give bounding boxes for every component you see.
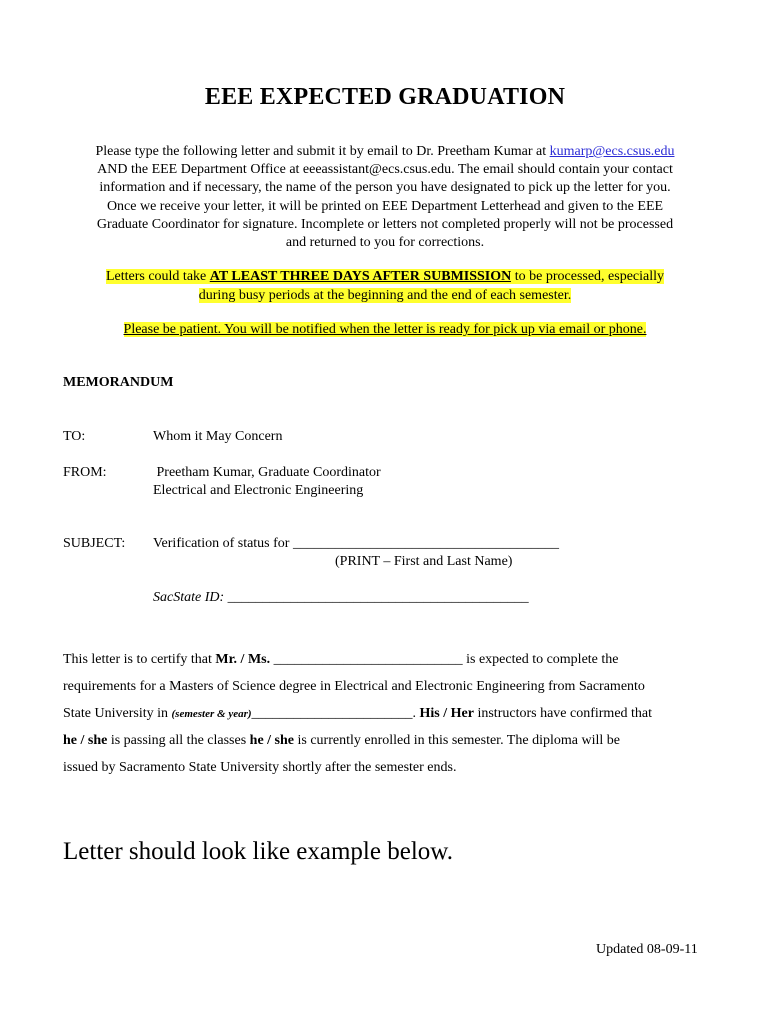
body-line-4-bold-2: he / she [249,733,294,748]
instructions-line-6: and returned to you for corrections. [285,235,485,251]
from-line-2: Electrical and Electronic Engineering [153,483,364,498]
page-title: EEE EXPECTED GRADUATION [204,84,566,110]
body-line-3-post: instructors have confirmed that [473,706,653,721]
sacstate-label: SacState ID: [153,590,225,605]
subject-label: SUBJECT: [63,536,126,551]
updated-date: Updated 08-09-11 [596,942,698,957]
example-heading: Letter should look like example below. [63,838,453,865]
to-label: TO: [63,429,86,444]
notice-bold: AT LEAST THREE DAYS AFTER SUBMISSION [209,269,512,284]
body-line-1-post: ___________________________ is expected to complete the [270,652,619,667]
instructions-paragraph [40,143,730,252]
from-label: FROM: [63,465,107,480]
body-line-3-bold: His / Her [419,706,474,721]
instructions-line-4: Once we receive your letter, it will be printed on EEE Department Letterhead and given to the EEE [106,198,664,214]
certification-paragraph [63,652,713,782]
body-line-3-pre: State University in [63,706,172,721]
body-line-2: requirements for a Masters of Science degree in Electrical and Electronic Engineering from Sacramento [63,679,645,694]
body-line-4 [63,733,620,749]
subject-hint: (PRINT – First and Last Name) [335,554,513,569]
email-link[interactable]: kumarp@ecs.csus.edu [549,144,675,159]
patience-notice [40,321,730,340]
from-line-1: Preetham Kumar, Graduate Coordinator [153,465,381,480]
body-line-4-post: is currently enrolled in this semester. The diploma will be [294,733,620,748]
body-line-5: issued by Sacramento State University shortly after the semester ends. [63,760,457,775]
to-value: Whom it May Concern [153,429,283,444]
instructions-line-1 [40,143,730,161]
instructions-line-2: AND the EEE Department Office at eeeassistant@ecs.csus.edu. The email should contain your contact [97,162,673,178]
body-line-1-pre: This letter is to certify that [63,652,216,667]
subject-value: Verification of status for ______________________________________ [153,536,559,551]
body-line-4-mid: is passing all the classes [107,733,250,748]
processing-time-notice [40,268,730,305]
patience-text: Please be patient. You will be notified when the letter is ready for pick up via email or phone. [123,322,647,337]
instructions-line-1-text: Please type the following letter and submit it by email to Dr. Preetham Kumar at [95,144,550,159]
memo-heading: MEMORANDUM [63,375,174,390]
notice-line-2: during busy periods at the beginning and the end of each semester. [198,287,572,303]
body-line-3-blank: _______________________. [251,706,420,721]
body-line-3 [63,706,652,722]
notice-post: to be processed, especially [511,269,665,284]
sacstate-id-line [153,590,529,606]
body-line-1 [63,652,619,668]
body-line-4-bold-1: he / she [63,733,108,748]
sacstate-blank: ___________________________________________ [224,590,529,605]
instructions-line-5: Graduate Coordinator for signature. Incomplete or letters not completed properly will not be processed [96,216,674,232]
instructions-line-3: information and if necessary, the name of the person you have designated to pick up the letter for you. [99,180,671,196]
body-line-3-small: (semester & year) [171,708,252,720]
notice-pre: Letters could take [105,269,210,284]
body-line-1-bold: Mr. / Ms. [215,652,271,667]
